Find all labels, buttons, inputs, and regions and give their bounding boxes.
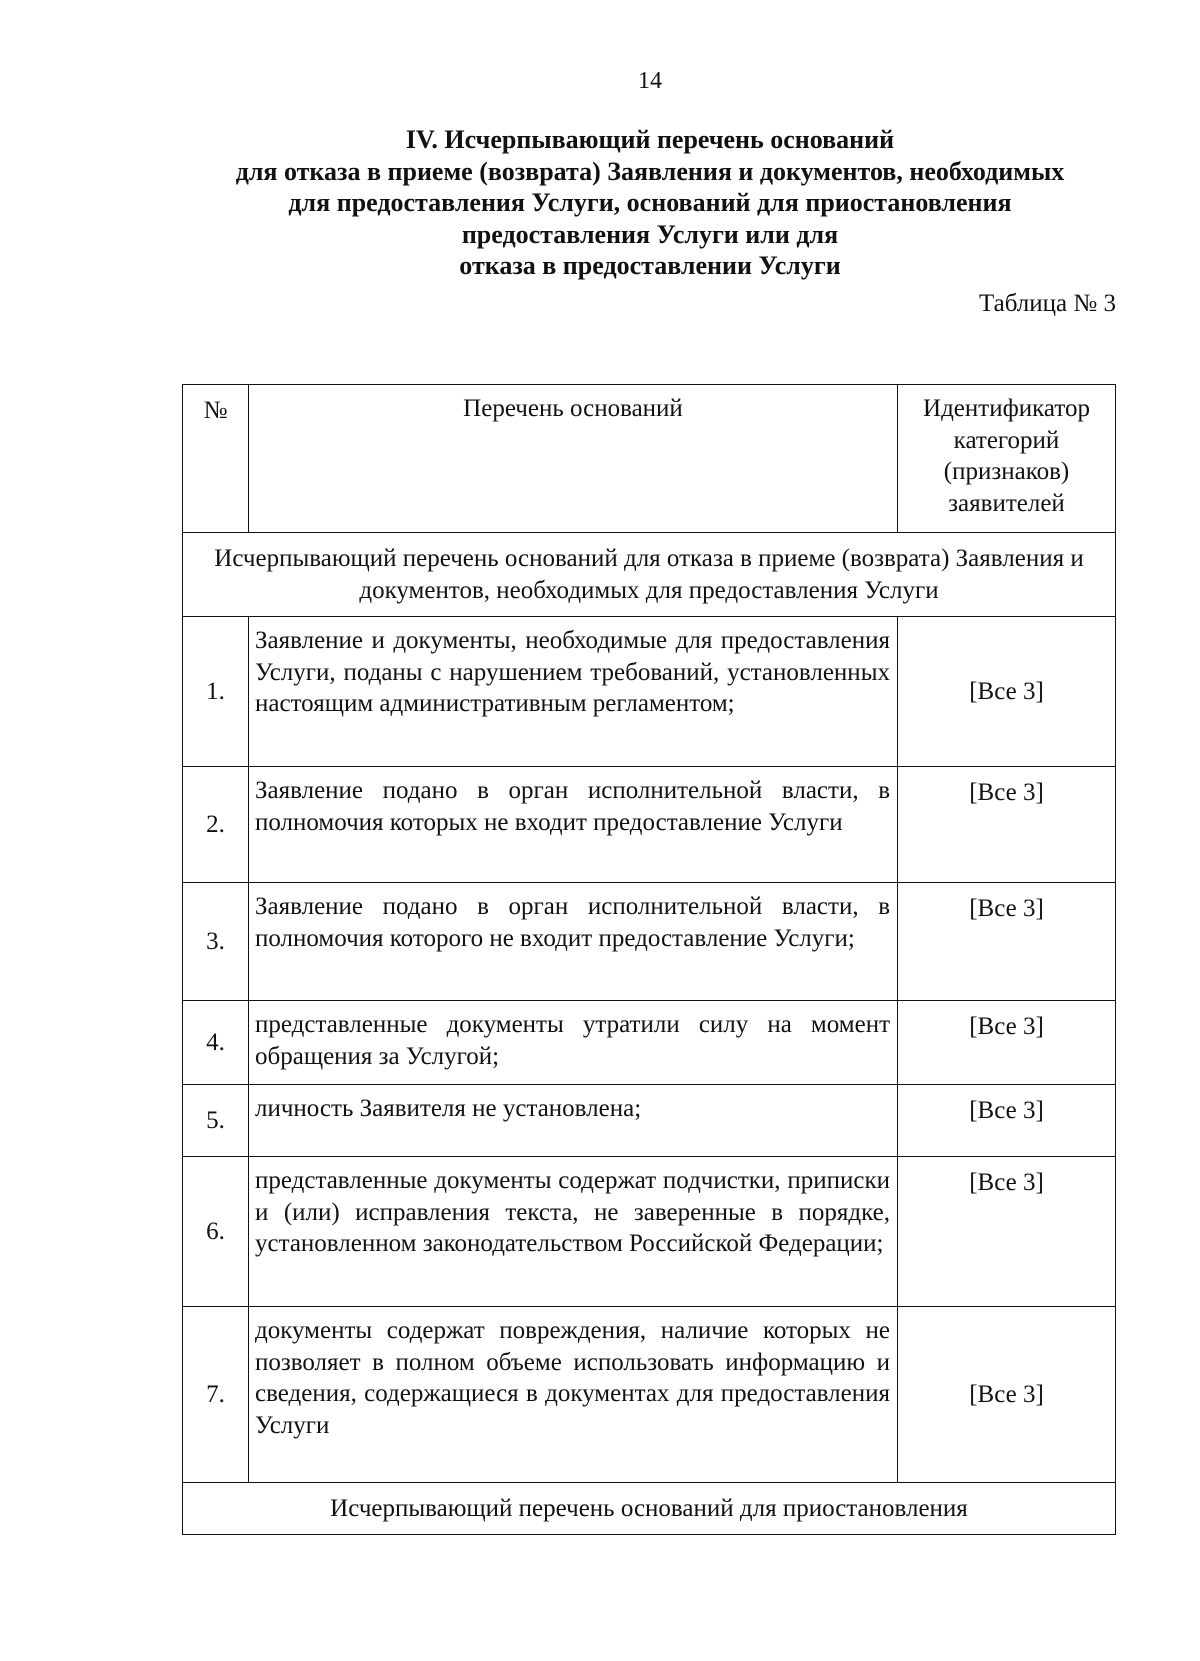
section-title <box>170 124 1130 282</box>
title-line-2: для отказа в приеме (возврата) Заявления и документов, необходимых <box>235 156 1065 186</box>
title-line-4: предоставления Услуги или для <box>461 219 839 249</box>
table-row <box>183 767 1116 883</box>
row-number: 7. <box>183 1307 249 1483</box>
row-reason: Заявление подано в орган исполнительной власти, в полномочия которых не входит предоставление Услуги <box>249 767 898 883</box>
row-number: 5. <box>183 1085 249 1157</box>
section-row <box>183 533 1116 617</box>
header-number: № <box>183 385 249 533</box>
row-identifier: [Все 3] <box>898 1157 1116 1307</box>
row-identifier: [Все 3] <box>898 617 1116 767</box>
row-number: 2. <box>183 767 249 883</box>
grounds-table <box>182 384 1116 1535</box>
table-row <box>183 883 1116 1001</box>
row-identifier: [Все 3] <box>898 1001 1116 1085</box>
row-reason: документы содержат повреждения, наличие которых не позволяет в полном объеме использовать информацию и сведения, содержащиеся в документах для предоставления Услуги <box>249 1307 898 1483</box>
row-number: 4. <box>183 1001 249 1085</box>
row-identifier: [Все 3] <box>898 883 1116 1001</box>
row-reason: Заявление и документы, необходимые для предоставления Услуги, поданы с нарушением требований, установленных настоящим административным регламентом; <box>249 617 898 767</box>
row-identifier: [Все 3] <box>898 1085 1116 1157</box>
row-number: 6. <box>183 1157 249 1307</box>
row-number: 3. <box>183 883 249 1001</box>
table-row <box>183 617 1116 767</box>
row-reason: личность Заявителя не установлена; <box>249 1085 898 1157</box>
table-header-row <box>183 385 1116 533</box>
table-row <box>183 1157 1116 1307</box>
section-row <box>183 1483 1116 1535</box>
title-line-3: для предоставления Услуги, оснований для приостановления <box>288 188 1012 217</box>
page-number: 14 <box>638 68 662 94</box>
row-reason: представленные документы содержат подчистки, приписки и (или) исправления текста, не заверенные в порядке, установленном законодательством Российской Федерации; <box>249 1157 898 1307</box>
table-label: Таблица № 3 <box>978 290 1116 317</box>
row-number: 1. <box>183 617 249 767</box>
row-identifier: [Все 3] <box>898 1307 1116 1483</box>
row-reason: Заявление подано в орган исполнительной власти, в полномочия которого не входит предоставление Услуги; <box>249 883 898 1001</box>
header-reasons: Перечень оснований <box>249 385 898 533</box>
title-line-5: отказа в предоставлении Услуги <box>459 251 841 280</box>
table-row <box>183 1307 1116 1483</box>
row-identifier: [Все 3] <box>898 767 1116 883</box>
table-row <box>183 1085 1116 1157</box>
section-heading-refusal: Исчерпывающий перечень оснований для отказа в приеме (возврата) Заявления и документов, необходимых для предоставления Услуги <box>183 533 1116 617</box>
table-row <box>183 1001 1116 1085</box>
row-reason: представленные документы утратили силу на момент обращения за Услугой; <box>249 1001 898 1085</box>
title-line-1: IV. Исчерпывающий перечень оснований <box>405 125 895 154</box>
header-identifier: Идентификатор категорий (признаков) заявителей <box>898 385 1116 533</box>
section-heading-suspension: Исчерпывающий перечень оснований для приостановления <box>183 1483 1116 1535</box>
